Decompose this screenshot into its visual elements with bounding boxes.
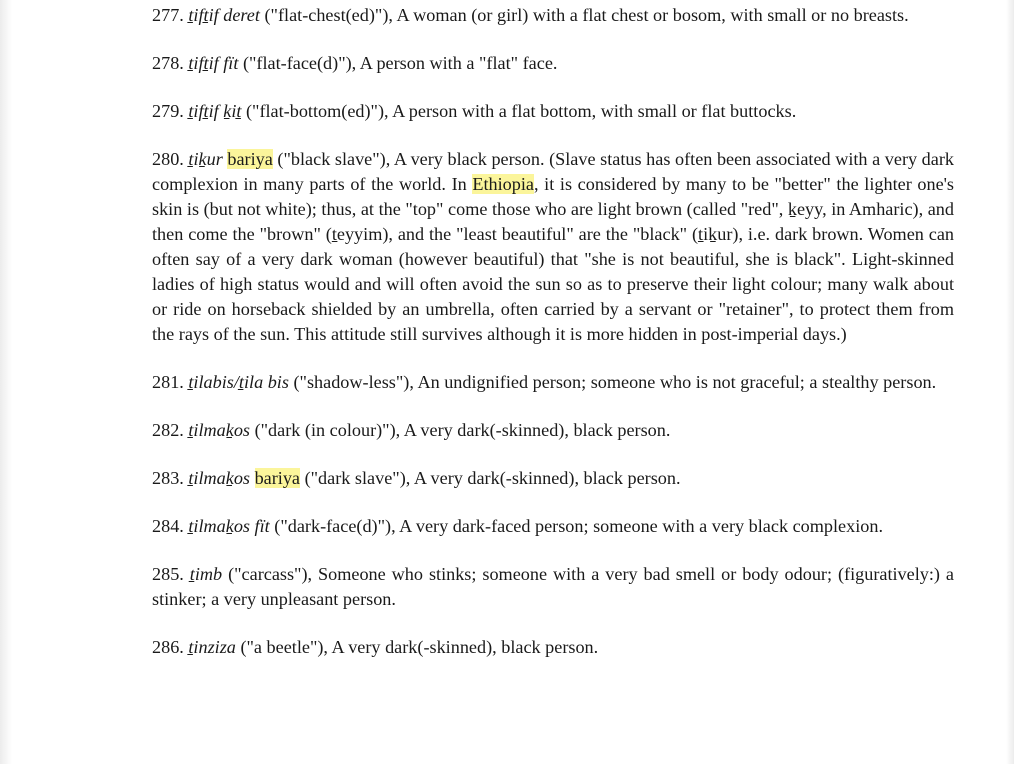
entry-list bbox=[152, 3, 954, 683]
entry-280 bbox=[152, 147, 954, 347]
entry-284 bbox=[152, 514, 954, 539]
entry-definition: ("shadow-less"), An undignified person; someone who is not graceful; a stealthy person. bbox=[288, 372, 937, 392]
entry-definition: ("dark (in colour)"), A very dark(-skinned), black person. bbox=[250, 420, 671, 440]
entry-definition: ("a beetle"), A very dark(-skinned), black person. bbox=[235, 637, 599, 657]
highlighted-term: bariya bbox=[227, 149, 273, 169]
entry-number: 283. bbox=[152, 468, 184, 488]
entry-definition: ("dark slave"), A very dark(-skinned), black person. bbox=[300, 468, 681, 488]
entry-definition: ("dark-face(d)"), A very dark-faced person; someone with a very black complexion. bbox=[269, 516, 883, 536]
entry-term: ṯinziza bbox=[188, 637, 236, 657]
entry-279 bbox=[152, 99, 954, 124]
entry-281 bbox=[152, 370, 954, 395]
highlighted-term: bariya bbox=[254, 468, 301, 488]
entry-term: ṯilabis/ṯila bis bbox=[188, 372, 289, 392]
entry-283 bbox=[152, 466, 954, 491]
entry-term: ṯifṯif ḵiṯ bbox=[188, 101, 242, 121]
entry-282 bbox=[152, 418, 954, 443]
entry-number: 281. bbox=[152, 372, 184, 392]
entry-number: 278. bbox=[152, 53, 184, 73]
entry-term: ṯimb bbox=[189, 564, 223, 584]
entry-277 bbox=[152, 3, 954, 28]
entry-term: ṯifṯif fït bbox=[188, 53, 239, 73]
entry-number: 284. bbox=[152, 516, 184, 536]
entry-definition: ("flat-chest(ed)"), A woman (or girl) with a flat chest or bosom, with small or no breasts. bbox=[259, 5, 909, 25]
entry-term: ṯilmaḵos bbox=[188, 420, 251, 440]
entry-definition: ("flat-bottom(ed)"), A person with a flat bottom, with small or flat buttocks. bbox=[241, 101, 797, 121]
entry-term: ṯilmaḵos bbox=[188, 468, 251, 488]
entry-286 bbox=[152, 635, 954, 660]
entry-285 bbox=[152, 562, 954, 612]
entry-number: 279. bbox=[152, 101, 184, 121]
entry-definition: ("flat-face(d)"), A person with a "flat" face. bbox=[238, 53, 558, 73]
entry-number: 286. bbox=[152, 637, 184, 657]
entry-number: 285. bbox=[152, 564, 184, 584]
entry-number: 282. bbox=[152, 420, 184, 440]
entry-term: ṯilmaḵos fït bbox=[188, 516, 270, 536]
entry-number: 277. bbox=[152, 5, 184, 25]
entry-definition: ("black slave"), A very black person. (Slave status has often been associated with a very dark complexion in many parts of the world. In bbox=[152, 149, 955, 194]
entry-term: ṯifṯif deret bbox=[188, 5, 260, 25]
entry-278 bbox=[152, 51, 954, 76]
entry-definition: ("carcass"), Someone who stinks; someone with a very bad smell or body odour; (figuratively:) a stinker; a very unpleasant person. bbox=[152, 564, 955, 609]
highlighted-word: Ethiopia bbox=[472, 174, 534, 194]
entry-term: ṯiḵur bbox=[188, 149, 223, 169]
entry-number: 280. bbox=[152, 149, 184, 169]
entry-definition-continued: , it is considered by many to be "better" the lighter one's skin is (but not white); thus, at the "top" come those who are light brown (called "red", ḵeyy, in Amharic), and then come the "brown" (ṯeyyim), and the "least beautiful" are the "black" (ṯiḵur), i.e. dark brown. Women can often say of a very dark woman (however beautiful) that "she is not beautiful, she is black". Light-skinned ladies of high status would and will often avoid the sun so as to preserve their light colour; many walk about or ride on horseback shielded by an umbrella, often carried by a servant or "retainer", to protect them from the rays of the sun. This attitude still survives although it is more hidden in post-imperial days.) bbox=[152, 174, 954, 344]
